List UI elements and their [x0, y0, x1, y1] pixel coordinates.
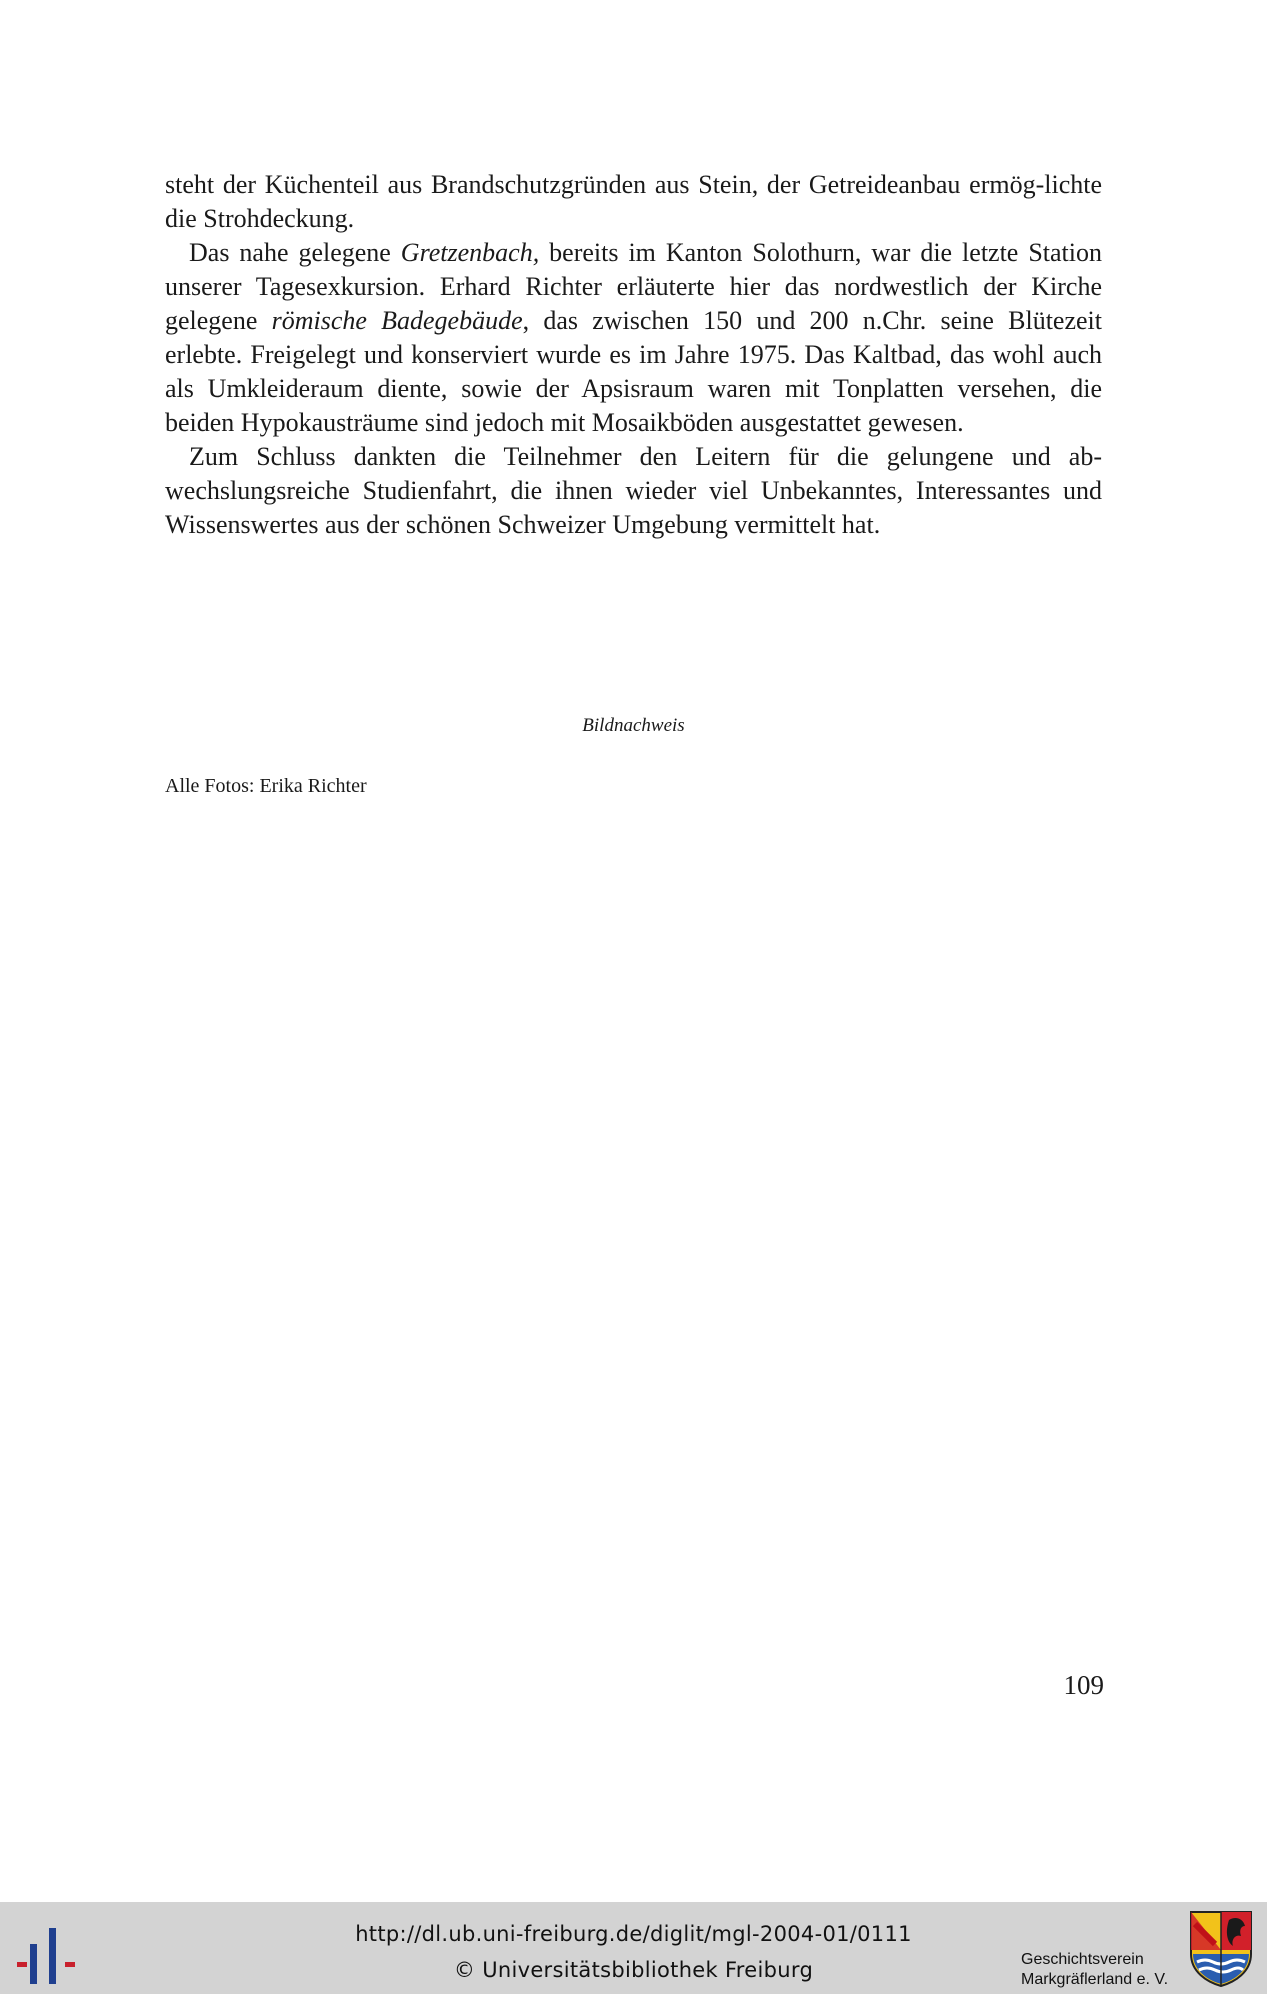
photo-credit: Alle Fotos: Erika Richter: [165, 775, 367, 797]
paragraph-3: [165, 440, 1102, 542]
page-number: 109: [1063, 1670, 1104, 1700]
coat-of-arms-icon: [1189, 1910, 1253, 1988]
paragraph-2-text-a: Das nahe gelegene: [189, 238, 401, 267]
paragraph-3-text: Zum Schluss dankten die Teilnehmer den Leitern für die gelungene und ab-wechslungsreiche Studienfahrt, die ihnen wieder viel Unbekanntes, Interessantes und Wissenswertes aus der schönen Schweizer Umgebung vermittelt hat.: [165, 442, 1102, 539]
place-name-gretzenbach: Gretzenbach,: [400, 238, 540, 267]
copyright-notice: © Universitätsbibliothek Freiburg: [453, 1958, 814, 1982]
society-name: [1021, 1950, 1168, 1990]
picture-credits-heading: Bildnachweis: [582, 715, 685, 736]
permalink-url[interactable]: http://dl.ub.uni-freiburg.de/diglit/mgl-2004-01/0111: [355, 1922, 912, 1946]
paragraph-2-text-c: , das zwischen 150 und 200 n.Chr. seine Blütezeit erlebte. Freigelegt und konserviert wurde es im Jahre 1975. Das Kaltbad, das wohl auch als Umkleideraum diente, sowie der Apsisraum waren mit Tonplatten versehen, die beiden Hypokausträume sind jedoch mit Mosaikböden ausgestattet gewesen.: [165, 306, 1102, 437]
society-name-line-1: Geschichtsverein: [1021, 1951, 1144, 1968]
article-body: [165, 168, 1102, 542]
footer-bar: [0, 1902, 1267, 1994]
paragraph-1-text: steht der Küchenteil aus Brandschutzgründen aus Stein, der Getreideanbau ermög-lichte die Strohdeckung.: [165, 170, 1102, 233]
paragraph-2: [165, 236, 1102, 440]
term-roman-bath: römische Badegebäude: [271, 306, 523, 335]
society-name-line-2: Markgräflerland e. V.: [1021, 1971, 1169, 1988]
paragraph-2-text-b: bereits im Kanton Solothurn, war die letzte Station unserer Tagesexkursion. Erhard Richter erläuterte hier das nordwestlich der Kirche gelegene: [165, 238, 1102, 335]
paragraph-1: [165, 168, 1102, 236]
